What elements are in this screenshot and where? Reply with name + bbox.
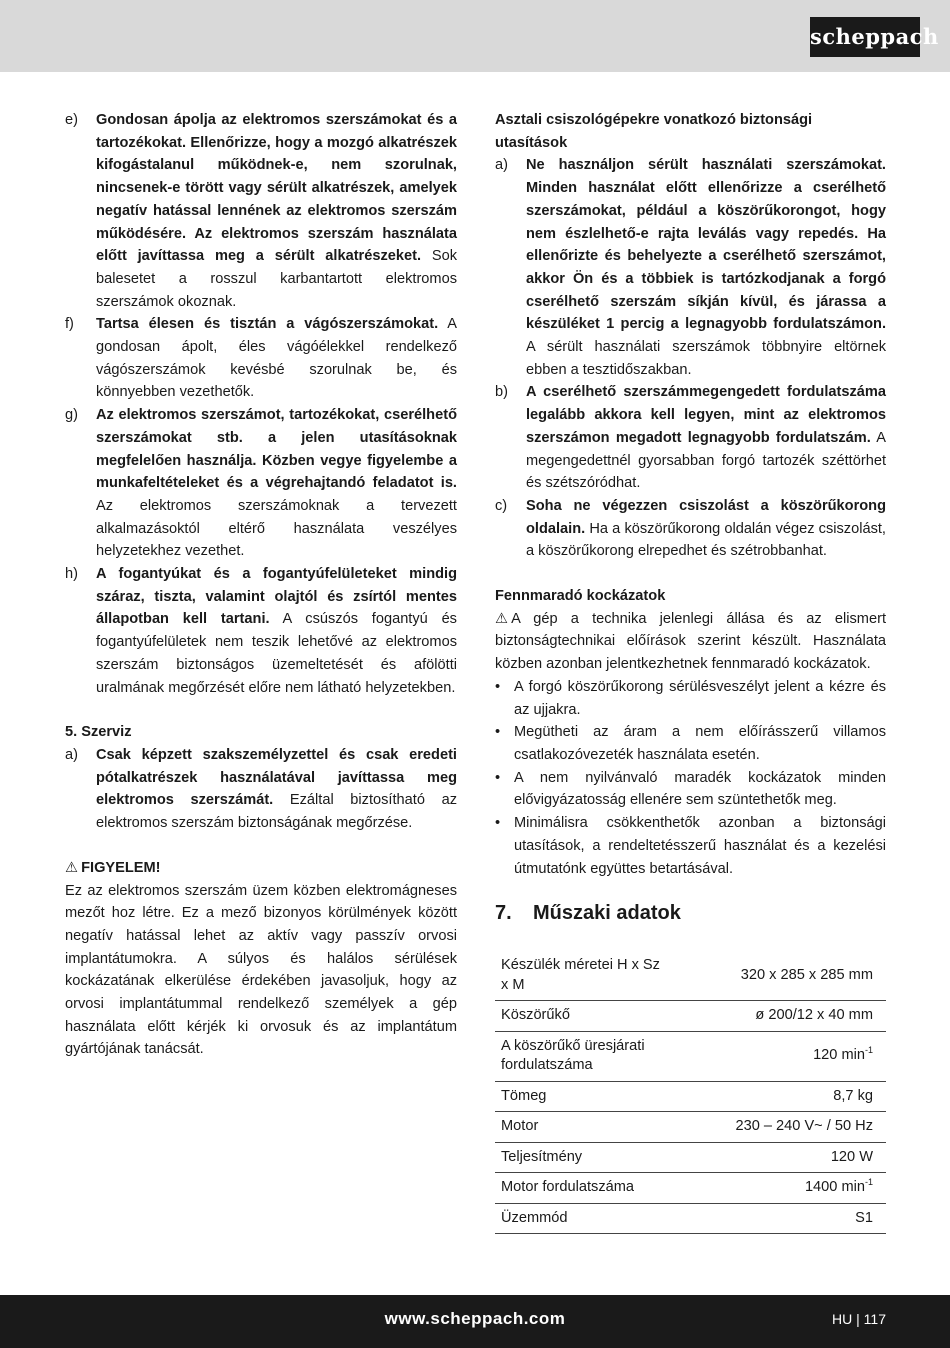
website-url: www.scheppach.com (384, 1309, 566, 1328)
header-bar (0, 0, 950, 72)
spec-label: Üzemmód (501, 1209, 568, 1226)
item-text: A sérült használati szerszámok többnyire eltörnek ebben a tesztidőszakban. (526, 339, 886, 378)
item-label: g) (65, 407, 78, 424)
list-item (65, 563, 457, 699)
item-text: A megengedettnél gyorsabban forgó tartozék széttörhet és szétszóródhat. (526, 429, 886, 492)
bullet-text: Minimálisra csökkenthetők azonban a biztonsági utasítások, a rendeltetésszerű használat és a kezelési útmutatónk együttes betartásával. (514, 815, 886, 877)
spec-value: 120 W (830, 1148, 873, 1165)
residual-intro: ⚠ A gép a technika jelenlegi állása és az elismert biztonságtechnikai előírások szerint készült. Használata közben azonban jelentkezhetnek fennmaradó kockázatok. (495, 608, 886, 676)
item-bold-text: Soha ne végezzen csiszolást a köszörűkorong oldalain. (526, 497, 886, 537)
warning-text: Ez az elektromos szerszám üzem közben elektromágneses mezőt hoz létre. Ez a mező bizonyos körülmények között negatív hatással lehet az aktív vagy passzív orvosi implantátumokra. A súlyos és halálos sérülések kockázatának elkerülése érdekében javasoljuk, hogy az orvosi implantátummal rendelkező személyek a gép használata előtt kérjék ki orvosuk és az implantátum gyártójának tanácsát. (65, 882, 457, 1058)
item-label: f) (65, 316, 74, 333)
item-label: b) (495, 384, 508, 401)
item-bold-text: Gondosan ápolja az elektromos szerszámokat és a tartozékokat. Ellenőrizze, hogy a mozgó alkatrészek kifogástalanul működnek-e, nem szorulnak, nincsenek-e törött vagy sérült alkatrészek, amelyek negatív hatással lennének az elektromos szerszám működésére. Az elektromos szerszám használata előtt javíttassa meg a sérült alkatrészeket. (96, 112, 457, 265)
item-bold-text: A fogantyúkat és a fogantyúfelületeket mindig száraz, tiszta, valamint olajtól és zsírtól mentes állapotban kell tartani. (96, 566, 457, 628)
item-bold-text: Ne használjon sérült használati szerszámokat. Minden használat előtt ellenőrizze a cserélhető szerszámokat, például a köszörűkorongot, hogy nem észlelhető-e rajta leválás vagy repedés. Ha ellenőrizte és behelyezte a cserélhető szerszámot, akkor Ön és a többiek is tartózkodjanak a forgó cserélhető szerszám síkján kívül, és járassa a készüléket 1 percig a legnagyobb fordulatszámon. (526, 157, 886, 333)
warning-triangle-icon: ⚠ (495, 610, 509, 627)
list-item (495, 381, 886, 495)
bullet-text: A forgó köszörűkorong sérülésveszélyt jelent a kézre és az ujjakra. (514, 678, 886, 718)
table-row (495, 1173, 886, 1204)
service-heading: 5. Szerviz (65, 724, 132, 741)
section-7-heading: 7. Műszaki adatok (495, 902, 681, 925)
item-text: Ezáltal biztosítható az elektromos szerszám biztonságának megőrzése. (96, 792, 457, 832)
table-row (495, 1112, 886, 1143)
item-bold-text: Az elektromos szerszámot, tartozékokat, cserélhető szerszámokat stb. a jelen utasításoknak megfelelően használja. Közben vegye figyelembe a munkafeltételeket és a végrehajtandó feladatot is. (96, 407, 457, 492)
item-bold-text: Csak képzett szakszemélyzettel és csak eredeti pótalkatrészek használatával javíttassa meg elektromos szerszámát. (96, 746, 457, 809)
list-item (65, 404, 457, 563)
item-label: h) (65, 566, 78, 583)
spec-label: A köszörűkő üresjárati fordulatszáma (501, 1037, 645, 1074)
item-label: a) (495, 157, 508, 174)
list-item (65, 313, 457, 404)
left-column (65, 109, 457, 1061)
item-label: c) (495, 497, 508, 514)
spec-table (495, 950, 886, 1234)
item-text: A csúszós fogantyú és fogantyúfelületek nem teszik lehetővé az elektromos szerszám biztonságos üzemeltetését és afölötti uralmának megőrzését előre nem látható helyzetekben. (96, 611, 457, 696)
warning-heading-row (65, 857, 457, 880)
item-bold-text: A cserélhető szerszámmegengedett fordulatszáma legalább akkora kell legyen, mint az elektromos szerszámon megadott legnagyobb fordulatszám. (526, 384, 886, 446)
bullet-text: A nem nyilvánvaló maradék kockázatok minden elővigyázatosság ellenére sem szüntethetők meg. (514, 769, 886, 809)
grinder-safety-heading: Asztali csiszológépekre vonatkozó biztonsági utasítások (495, 112, 813, 151)
table-row (495, 1081, 886, 1112)
list-item: • Megütheti az áram a nem előírásszerű villamos csatlakozóvezeték használata esetén. (495, 721, 886, 766)
list-item: • Minimálisra csökkenthetők azonban a biztonsági utasítások, a rendeltetésszerű használat és a kezelési útmutatónk együttes betartásával. (495, 812, 886, 880)
spec-value: 230 – 240 V~ / 50 Hz (735, 1118, 873, 1135)
warning-triangle-icon: ⚠ (65, 859, 79, 876)
item-label: a) (65, 746, 78, 763)
table-row (495, 950, 886, 1001)
spec-value: ø 200/12 x 40 mm (755, 1007, 873, 1024)
residual-risks-heading: Fennmaradó kockázatok (495, 588, 666, 605)
item-text: Az elektromos szerszámoknak a tervezett alkalmazásoktól eltérő használata veszélyes helyzetekhez vezethet. (96, 497, 457, 560)
spec-value: 1400 $\min^{-1}$ (804, 1177, 873, 1196)
table-row (495, 1142, 886, 1173)
spec-label: Motor fordulatszáma (501, 1179, 635, 1196)
table-row (495, 1203, 886, 1234)
list-item (65, 109, 457, 313)
spec-value: 120 $\min^{-1}$ (813, 1045, 873, 1064)
right-column (495, 109, 886, 1234)
item-text: A gondosan ápolt, éles vágóélekkel rendelkező vágószerszámok kevésbé szorulnak be, és könnyebben vezethetők. (96, 316, 458, 401)
spec-value: 8,7 kg (833, 1087, 873, 1104)
warning-heading: FIGYELEM! (81, 859, 161, 876)
footer-bar (0, 1295, 950, 1348)
item-label: e) (65, 112, 78, 128)
spec-label: Készülék méretei H x Sz x M (501, 957, 660, 993)
list-item (495, 495, 886, 563)
scheppach-logo: scheppach (810, 17, 920, 57)
table-row (495, 1001, 886, 1032)
spec-value: S1 (855, 1209, 873, 1226)
list-item: • A nem nyilvánvaló maradék kockázatok minden elővigyázatosság ellenére sem szüntethetők meg. (495, 767, 886, 812)
spec-label: Motor (501, 1118, 539, 1135)
table-row (495, 1031, 886, 1081)
item-text: Ha a köszörűkorong oldalán végez csiszolást, a köszörűkorong elrepedhet és szétrobbanhat. (526, 520, 886, 560)
list-item (495, 154, 886, 381)
spec-value: 320 x 285 x 285 mm (740, 966, 873, 983)
bullet-text: Megütheti az áram a nem előírásszerű villamos csatlakozóvezeték használata esetén. (514, 724, 886, 763)
item-text: Sok balesetet a rosszul karbantartott elektromos szerszámok okoznak. (96, 248, 457, 310)
list-item: • A forgó köszörűkorong sérülésveszélyt jelent a kézre és az ujjakra. (495, 676, 886, 721)
page-number: HU | 117 (832, 1311, 886, 1327)
item-bold-text: Tartsa élesen és tisztán a vágószerszámokat. (96, 316, 439, 333)
list-item (65, 744, 457, 835)
spec-label: Tömeg (501, 1087, 547, 1104)
spec-label: Teljesítmény (501, 1148, 583, 1165)
spec-label: Köszörűkő (501, 1007, 570, 1024)
